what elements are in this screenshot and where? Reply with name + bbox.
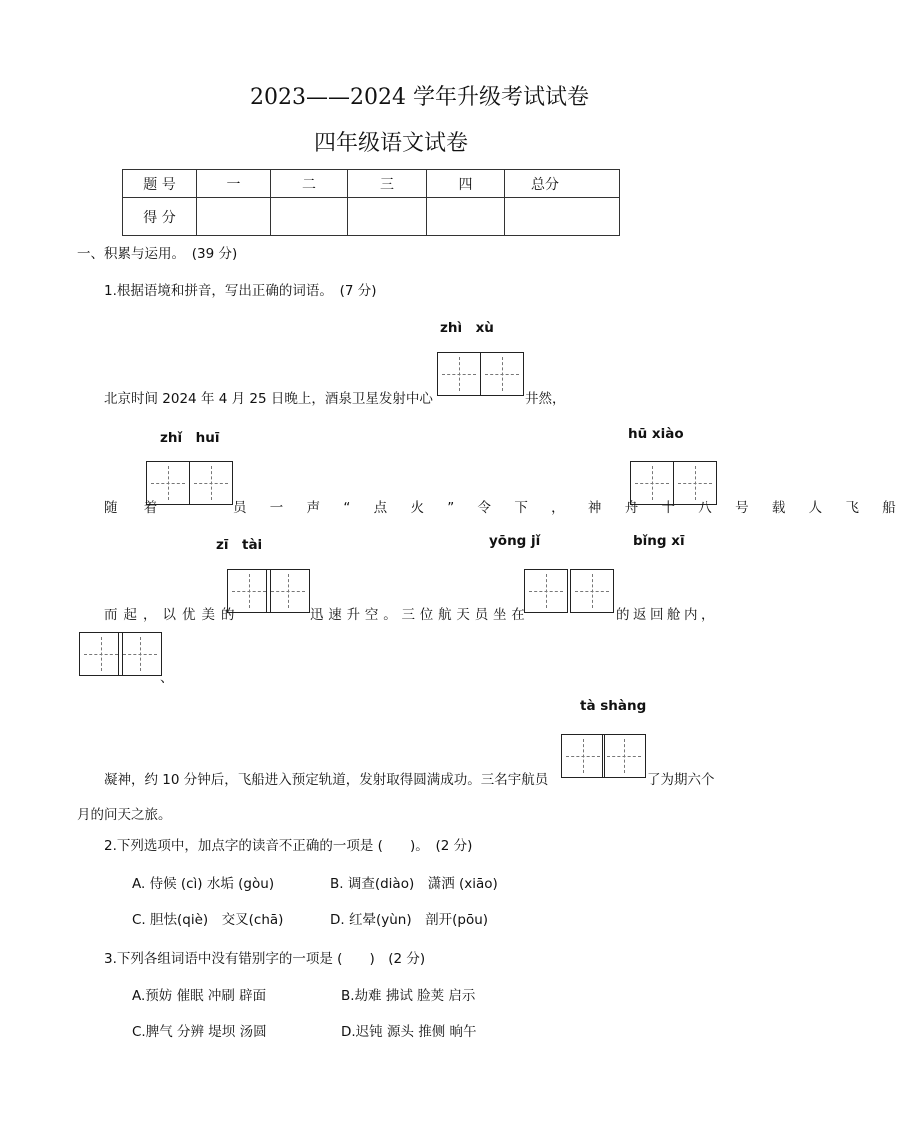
exam-title: 2023——2024 学年升级考试试卷: [250, 85, 589, 110]
q1-char-box-1b[interactable]: [480, 352, 524, 396]
q3-option-c[interactable]: C.脾气 分辨 堤坝 汤圆: [132, 1024, 267, 1040]
q1-line5-a: 凝神，约 10 分钟后，飞船进入预定轨道，发射取得圆满成功。三名宇航员: [104, 772, 549, 788]
score-table: [122, 169, 620, 236]
q1-char-box-5b[interactable]: [570, 569, 614, 613]
score-cell-4[interactable]: [427, 198, 505, 236]
q1-pinyin-5: yōng jǐ: [489, 533, 541, 549]
score-header-label: 题 号: [123, 170, 197, 198]
q1-char-box-4b[interactable]: [266, 569, 310, 613]
q1-stem: 1.根据语境和拼音，写出正确的词语。 (7 分): [104, 283, 377, 299]
q2-option-d[interactable]: D. 红晕(yùn) 剖开(pōu): [330, 912, 489, 928]
q1-pinyin-6: bǐng xī: [633, 533, 685, 549]
q1-pinyin-1: zhì xù: [440, 320, 494, 336]
q1-char-box-6b[interactable]: [118, 632, 162, 676]
score-cell-1[interactable]: [197, 198, 271, 236]
q1-line3-a: 而起，以优美的: [104, 607, 241, 623]
q2-option-b[interactable]: B. 调查(diào) 潇洒 (xiāo): [330, 876, 498, 892]
score-header-4: 四: [427, 170, 505, 198]
q3-option-b[interactable]: B.劫难 拂试 脸荚 启示: [341, 988, 476, 1004]
score-row-label: 得 分: [123, 198, 197, 236]
score-header-2: 二: [271, 170, 348, 198]
section-1-heading: 一、积累与运用。 (39 分): [77, 246, 238, 262]
q2-option-c[interactable]: C. 胆怯(qiè) 交叉(chā): [132, 912, 284, 928]
exam-subtitle: 四年级语文试卷: [314, 131, 469, 156]
q1-line6: 月的问天之旅。: [77, 807, 172, 823]
q1-pinyin-2: zhǐ huī: [160, 430, 220, 446]
q1-line5-b: 了为期六个: [647, 772, 715, 788]
q1-pinyin-4: zī tài: [216, 537, 263, 553]
q3-stem: 3.下列各组词语中没有错别字的一项是 ( ) (2 分): [104, 951, 426, 967]
score-header-3: 三: [348, 170, 427, 198]
q2-option-a[interactable]: A. 侍候 (cì) 水垢 (gòu): [132, 876, 275, 892]
score-cell-2[interactable]: [271, 198, 348, 236]
q1-char-box-5a[interactable]: [524, 569, 568, 613]
score-cell-3[interactable]: [348, 198, 427, 236]
q1-char-box-7a[interactable]: [561, 734, 605, 778]
q1-line2-a: 随 着: [104, 500, 169, 516]
q1-line3-b: 迅速升空。三位航天员坐在: [310, 607, 530, 623]
q2-stem: 2.下列选项中，加点字的读音不正确的一项是 ( )。 (2 分): [104, 838, 473, 854]
q1-pinyin-3: hū xiào: [628, 426, 684, 442]
q1-pinyin-7: tà shàng: [580, 698, 647, 714]
q1-line1-b: 井然，: [525, 391, 566, 407]
q3-option-d[interactable]: D.迟钝 源头 推侧 晌午: [341, 1024, 477, 1040]
score-header-1: 一: [197, 170, 271, 198]
q1-line3-c: 的返回舱内，: [616, 607, 718, 623]
score-cell-total[interactable]: [505, 198, 620, 236]
q1-line2-b: 员 一 声 “ 点 火 ” 令 下 ， 神 舟 十 八 号 载 人 飞 船: [233, 500, 905, 516]
q1-line1-a: 北京时间 2024 年 4 月 25 日晚上，酒泉卫星发射中心: [104, 391, 433, 407]
q1-char-box-1a[interactable]: [437, 352, 481, 396]
q1-char-box-6a[interactable]: [79, 632, 123, 676]
q3-option-a[interactable]: A.预妨 催眠 冲刷 辟面: [132, 988, 267, 1004]
q1-char-box-7b[interactable]: [602, 734, 646, 778]
score-header-total: 总分: [505, 170, 620, 198]
q1-char-box-2b[interactable]: [189, 461, 233, 505]
q1-line4-tail: 、: [160, 670, 174, 686]
